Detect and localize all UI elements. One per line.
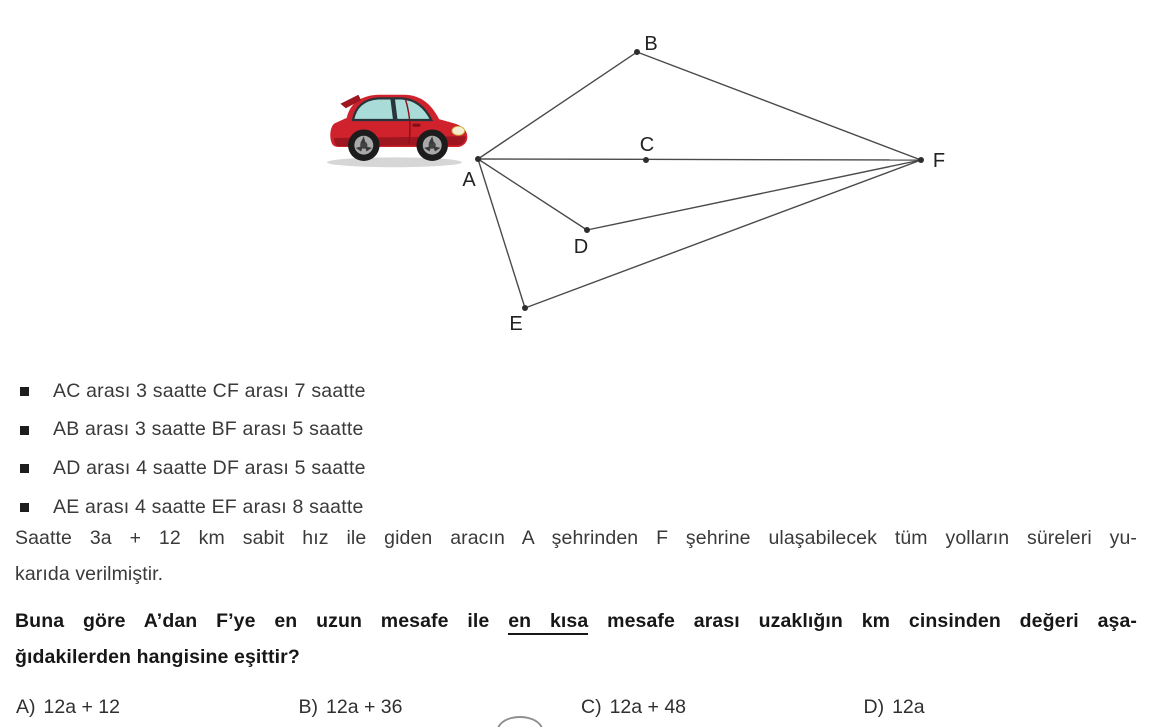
car-shadow	[327, 157, 462, 167]
travel-time-text: AE arası 4 saatte EF arası 8 saatte	[53, 495, 364, 518]
travel-time-text: AB arası 3 saatte BF arası 5 saatte	[53, 418, 364, 441]
car-b-pillar	[393, 98, 396, 120]
question-line1-before: Buna göre A’dan F’ye en uzun mesafe ile	[15, 610, 509, 632]
route-edge-AB	[478, 52, 637, 159]
question-text	[15, 604, 1137, 675]
answer-value: 12a	[892, 696, 925, 718]
travel-time-item-2	[20, 411, 366, 450]
route-edge-AF	[478, 159, 921, 160]
answer-label: C)	[581, 696, 602, 718]
answer-value: 12a + 12	[43, 696, 120, 718]
city-point-C	[643, 157, 649, 163]
city-label-A: A	[462, 169, 476, 191]
bullet-square-icon	[20, 426, 29, 435]
city-label-B: B	[644, 33, 658, 55]
question-line2: ğıdakilerden hangisine eşittir?	[15, 645, 300, 668]
city-point-B	[634, 49, 640, 55]
answer-label: A)	[16, 696, 36, 718]
bullet-square-icon	[20, 464, 29, 473]
answer-value: 12a + 36	[326, 696, 403, 718]
question-line1-after: mesafe arası uzaklığın km cinsinden değeri aşa-	[588, 610, 1138, 632]
city-point-F	[918, 157, 924, 163]
travel-time-item-1	[20, 372, 366, 411]
diagram-points	[475, 49, 924, 311]
answer-option-c	[581, 696, 864, 719]
answer-option-a	[16, 696, 299, 719]
travel-times-list	[20, 372, 366, 526]
answer-value: 12a + 48	[609, 696, 687, 718]
car-headlight	[452, 126, 465, 135]
car-front-wheel	[416, 129, 448, 161]
answer-label: B)	[298, 696, 318, 718]
travel-time-text: AD arası 4 saatte DF arası 5 saatte	[53, 456, 366, 479]
diagram-edges	[478, 52, 921, 308]
question-line1	[15, 604, 1137, 640]
answer-option-b	[299, 696, 582, 719]
car-door-handle	[412, 124, 420, 127]
route-edge-AE	[478, 159, 525, 308]
city-label-D: D	[573, 236, 589, 258]
route-edge-BF	[637, 52, 921, 160]
question-underlined-phrase: en kısa	[508, 610, 588, 635]
car-rear-wheel	[348, 129, 380, 161]
city-point-E	[522, 305, 528, 311]
travel-time-item-3	[20, 449, 366, 488]
city-label-E: E	[509, 313, 523, 335]
city-point-D	[584, 227, 590, 233]
city-label-F: F	[932, 150, 946, 172]
problem-statement-line2: karıda verilmiştir.	[15, 562, 164, 585]
travel-time-text: AC arası 3 saatte CF arası 7 saatte	[53, 379, 366, 402]
bullet-square-icon	[20, 503, 29, 512]
problem-statement-line1: Saatte 3a + 12 km sabit hız ile giden aracın A şehrinden F şehrine ulaşabilecek tüm yolların süreleri yu-	[15, 527, 1137, 549]
city-label-C: C	[639, 134, 655, 156]
route-edge-DF	[587, 160, 921, 230]
red-car-icon	[327, 95, 467, 167]
answer-option-d	[864, 696, 1147, 719]
route-edge-AD	[478, 159, 587, 230]
city-point-A	[475, 156, 481, 162]
route-edge-EF	[525, 160, 921, 308]
diagram-point-labels	[462, 33, 945, 335]
answer-label: D)	[863, 696, 885, 718]
answer-choices-row	[16, 696, 1146, 719]
problem-statement	[15, 521, 1137, 592]
bullet-square-icon	[20, 387, 29, 396]
